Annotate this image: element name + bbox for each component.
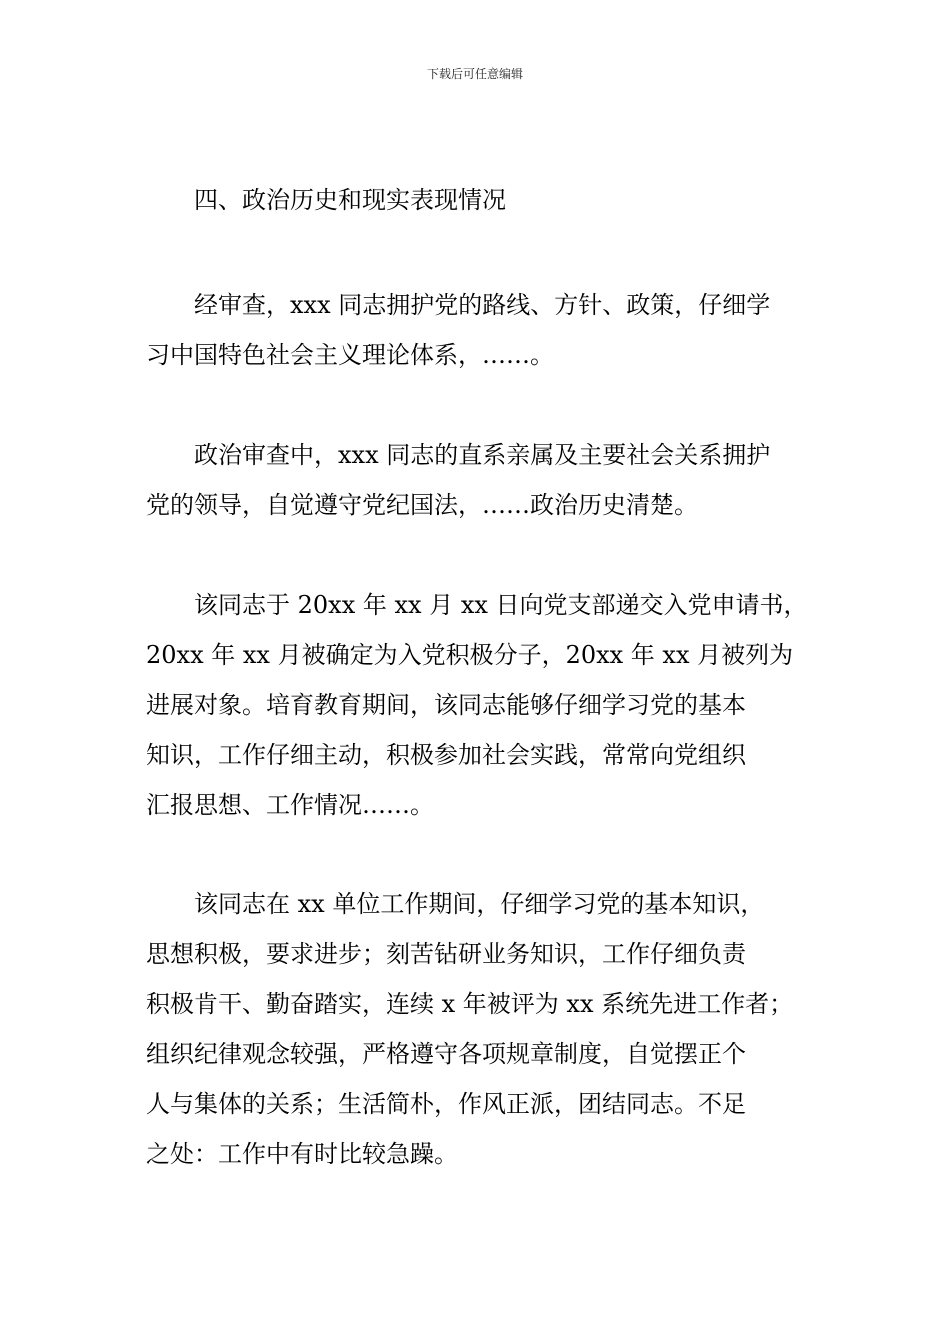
paragraph-line: 20xx 年 xx 月被确定为入党积极分子，20xx 年 xx 月被列为	[146, 641, 794, 669]
paragraph-line: 该同志于 20xx 年 xx 月 xx 日向党支部递交入党申请书，	[194, 591, 808, 619]
paragraph-line: 汇报思想、工作情况……。	[146, 791, 434, 819]
paragraph-line: 人与集体的关系；生活简朴，作风正派，团结同志。不足	[146, 1090, 746, 1118]
paragraph-line: 经审查，xxx 同志拥护党的路线、方针、政策，仔细学	[194, 291, 771, 319]
paragraph-line: 政治审查中，xxx 同志的直系亲属及主要社会关系拥护	[194, 441, 771, 469]
section-heading: 四、政治历史和现实表现情况	[194, 186, 506, 214]
paragraph-line: 知识，工作仔细主动，积极参加社会实践，常常向党组织	[146, 741, 746, 769]
paragraph-line: 党的领导，自觉遵守党纪国法，……政治历史清楚。	[146, 491, 698, 519]
paragraph-political-review	[146, 280, 810, 380]
paragraph-application-history	[146, 580, 810, 830]
document-body	[146, 180, 810, 1179]
paragraph-family-review	[146, 430, 810, 530]
paragraph-line: 之处：工作中有时比较急躁。	[146, 1140, 458, 1168]
paragraph-line: 组织纪律观念较强，严格遵守各项规章制度，自觉摆正个	[146, 1040, 746, 1068]
page-header: 下载后可任意编辑	[426, 67, 523, 81]
paragraph-work-performance	[146, 879, 810, 1179]
paragraph-line: 进展对象。培育教育期间，该同志能够仔细学习党的基本	[146, 691, 746, 719]
paragraph-line: 该同志在 xx 单位工作期间，仔细学习党的基本知识，	[194, 890, 765, 918]
paragraph-line: 积极肯干、勤奋踏实，连续 x 年被评为 xx 系统先进工作者；	[146, 990, 794, 1018]
paragraph-line: 习中国特色社会主义理论体系，……。	[146, 341, 554, 369]
paragraph-line: 思想积极，要求进步；刻苦钻研业务知识，工作仔细负责	[146, 940, 746, 968]
